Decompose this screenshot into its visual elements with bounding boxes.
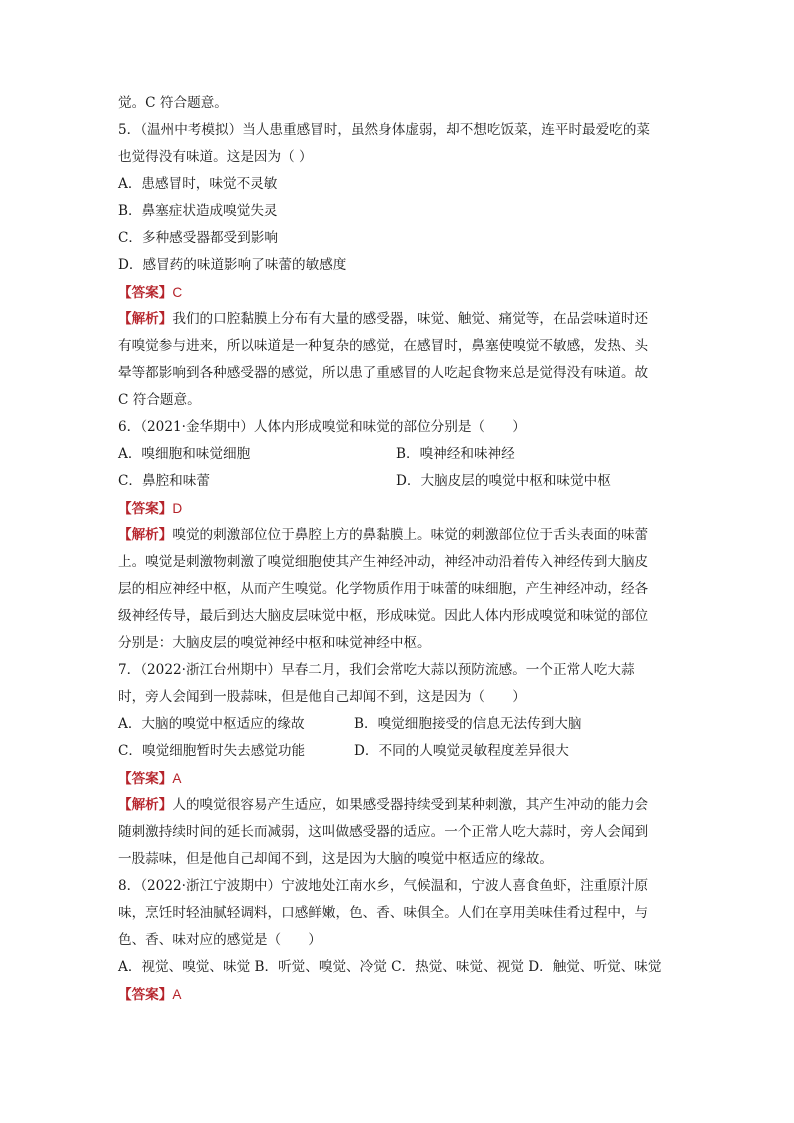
- analysis-text: 上。嗅觉是刺激物刺激了嗅觉细胞使其产生神经冲动，神经冲动沿着传入神经传到大脑皮: [118, 554, 649, 570]
- answer-line: [118, 495, 678, 522]
- analysis-text: 分别是：大脑皮层的嗅觉神经中枢和味觉神经中枢。: [118, 635, 431, 651]
- option-b: B．鼻塞症状造成嗅觉失灵: [118, 203, 278, 219]
- option-d: D．感冒药的味道影响了味蕾的敏感度: [118, 257, 347, 273]
- answer-tag: 【答案】: [118, 501, 173, 517]
- question-stem: 5．（温州中考模拟）当人患重感冒时，虽然身体虚弱，却不想吃饭菜，连平时最爱吃的菜: [118, 122, 651, 138]
- option-c: C．嗅觉细胞暂时失去感觉功能: [118, 743, 306, 759]
- option-d: D．不同的人嗅觉灵敏程度差异很大: [354, 743, 569, 759]
- analysis-text: 一股蒜味，但是他自己却闻不到，这是因为大脑的嗅觉中枢适应的缘故。: [118, 851, 553, 867]
- analysis-text: 随刺激持续时间的延长而减弱，这叫做感受器的适应。一个正常人吃大蒜时，旁人会闻到: [118, 824, 649, 840]
- answer-line: [118, 765, 678, 792]
- document-content: [118, 90, 678, 1008]
- options-row: [118, 738, 678, 765]
- question-stem: 味，烹饪时轻油腻轻调料，口感鲜嫩，色、香、味俱全。人们在享用美味佳肴过程中，与: [118, 905, 649, 921]
- options-row: [118, 711, 678, 738]
- question-8: [118, 873, 678, 1008]
- options-row: [118, 441, 678, 468]
- answer-value: A: [172, 771, 182, 786]
- analysis: [118, 522, 678, 657]
- option-b: B．嗅觉细胞接受的信息无法传到大脑: [354, 716, 582, 732]
- option-c: C．鼻腔和味蕾: [118, 473, 210, 489]
- options-line: A．视觉、嗅觉、味觉 B．听觉、嗅觉、冷觉 C．热觉、味觉、视觉 D．触觉、听觉、味觉: [118, 959, 662, 975]
- analysis-tag: 【解析】: [118, 311, 173, 327]
- answer-tag: 【答案】: [118, 285, 173, 301]
- options-row: [118, 468, 678, 495]
- analysis-tag: 【解析】: [118, 527, 173, 543]
- answer-tag: 【答案】: [118, 987, 173, 1003]
- question-6: [118, 414, 678, 657]
- option-a: A．大脑的嗅觉中枢适应的缘故: [118, 716, 305, 732]
- answer-line: [118, 279, 678, 306]
- answer-value: A: [172, 987, 182, 1002]
- question-stem: 时，旁人会闻到一股蒜味，但是他自己却闻不到，这是因为（ ）: [118, 689, 526, 705]
- analysis-text: 晕等都影响到各种感受器的感觉，所以患了重感冒的人吃起食物来总是觉得没有味道。故: [118, 365, 649, 381]
- answer-line: [118, 981, 678, 1008]
- analysis: [118, 306, 678, 414]
- analysis-text: 级神经传导，最后到达大脑皮层味觉中枢，形成味觉。因此人体内形成嗅觉和味觉的部位: [118, 608, 649, 624]
- analysis-tag: 【解析】: [118, 797, 173, 813]
- analysis-text: 层的相应神经中枢，从而产生嗅觉。化学物质作用于味蕾的味细胞，产生神经冲动，经各: [118, 581, 649, 597]
- analysis-text: 有嗅觉参与进来，所以味道是一种复杂的感觉，在感冒时，鼻塞使嗅觉不敏感，发热、头: [118, 338, 649, 354]
- option-d: D．大脑皮层的嗅觉中枢和味觉中枢: [396, 473, 611, 489]
- question-stem: 6．（2021·金华期中）人体内形成嗅觉和味觉的部位分别是（ ）: [118, 419, 526, 435]
- option-c: C．多种感受器都受到影响: [118, 230, 278, 246]
- carry-over-line: 觉。C 符合题意。: [118, 95, 228, 111]
- answer-tag: 【答案】: [118, 771, 173, 787]
- question-stem: 7．（2022·浙江台州期中）早春二月，我们会常吃大蒜以预防流感。一个正常人吃大蒜: [118, 662, 635, 678]
- analysis-text: 我们的口腔黏膜上分布有大量的感受器，味觉、触觉、痛觉等，在品尝味道时还: [172, 311, 649, 327]
- option-b: B．嗅神经和味神经: [396, 446, 515, 462]
- option-a: A．嗅细胞和味觉细胞: [118, 446, 251, 462]
- analysis-text: 嗅觉的刺激部位位于鼻腔上方的鼻黏膜上。味觉的刺激部位位于舌头表面的味蕾: [172, 527, 649, 543]
- question-7: [118, 657, 678, 873]
- analysis: [118, 792, 678, 873]
- analysis-text: 人的嗅觉很容易产生适应，如果感受器持续受到某种刺激，其产生冲动的能力会: [172, 797, 649, 813]
- option-a: A．患感冒时，味觉不灵敏: [118, 176, 278, 192]
- question-stem: 也觉得没有味道。这是因为（ ）: [118, 149, 313, 165]
- analysis-text: C 符合题意。: [118, 392, 201, 408]
- question-stem: 色、香、味对应的感觉是（ ）: [118, 932, 322, 948]
- answer-value: D: [172, 501, 183, 516]
- question-5: [118, 117, 678, 414]
- question-stem: 8．（2022·浙江宁波期中）宁波地处江南水乡，气候温和，宁波人喜食鱼虾，注重原汁原: [118, 878, 649, 894]
- answer-value: C: [172, 285, 183, 300]
